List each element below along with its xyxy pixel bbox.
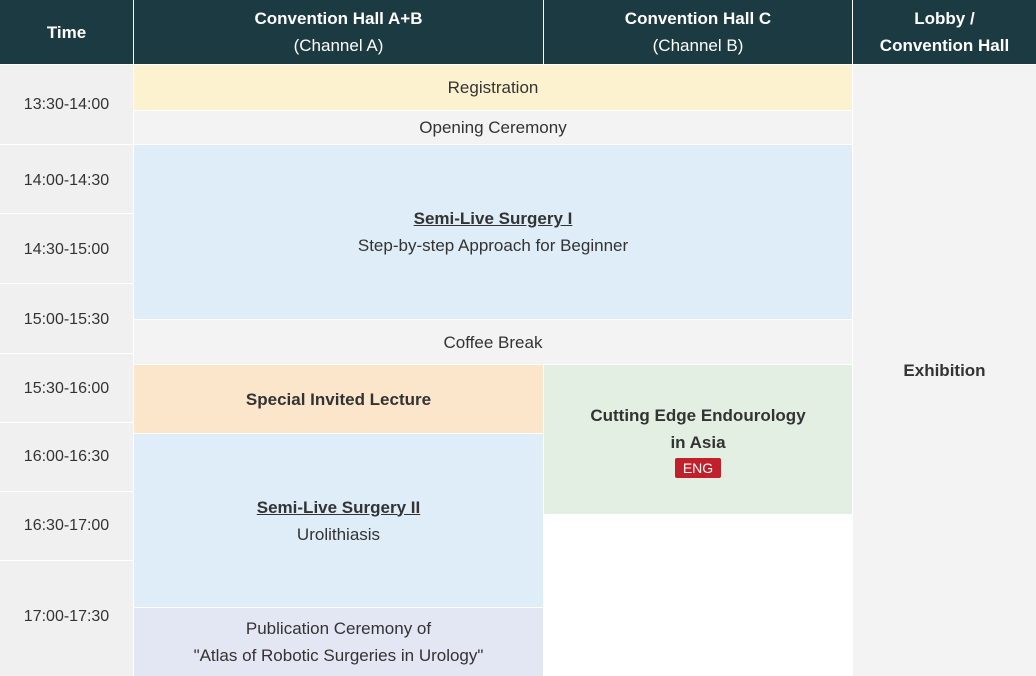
- event-cutting-edge-line2: in Asia: [670, 432, 726, 452]
- event-coffee-break: [134, 320, 852, 364]
- event-registration-label: Registration: [447, 78, 539, 97]
- time-slot: [0, 65, 133, 144]
- time-slot: [0, 354, 133, 422]
- event-semi-live-surgery-2: [134, 434, 543, 607]
- event-opening-label: Opening Ceremony: [419, 118, 567, 137]
- header-hall-c: [544, 0, 852, 64]
- time-slot: [0, 214, 133, 283]
- header-hall-c-channel: (Channel B): [652, 36, 744, 55]
- time-slot-label: 16:00-16:30: [23, 448, 110, 465]
- event-cutting-edge-line1: Cutting Edge Endourology: [590, 405, 806, 425]
- event-publication-line2: "Atlas of Robotic Surgeries in Urology": [193, 646, 484, 665]
- header-time-label: Time: [46, 22, 87, 42]
- event-exhibition-label: Exhibition: [903, 361, 986, 380]
- event-publication-ceremony: [134, 608, 543, 676]
- time-slot-label: 14:30-15:00: [23, 241, 110, 258]
- event-opening-ceremony: [134, 111, 852, 144]
- header-lobby: [853, 0, 1036, 64]
- time-slot: [0, 423, 133, 491]
- event-coffee-label: Coffee Break: [443, 332, 543, 352]
- header-lobby-line1: Lobby /: [914, 9, 975, 28]
- header-lobby-line2: Convention Hall: [879, 36, 1010, 55]
- header-hall-ab: [134, 0, 543, 64]
- event-special-lecture-label: Special Invited Lecture: [245, 389, 432, 409]
- event-exhibition: [853, 65, 1036, 676]
- time-slot: [0, 145, 133, 213]
- header-hall-ab-name: Convention Hall A+B: [254, 9, 423, 28]
- time-slot: [0, 492, 133, 560]
- event-semi-live-2-subtitle: Urolithiasis: [296, 524, 381, 544]
- event-registration: [134, 65, 852, 110]
- time-slot-label: 16:30-17:00: [23, 517, 110, 534]
- time-slot-label: 17:00-17:30: [23, 608, 110, 625]
- event-special-invited-lecture: [134, 365, 543, 433]
- language-badge: ENG: [675, 458, 721, 478]
- event-semi-live-1-title: Semi-Live Surgery I: [413, 209, 573, 228]
- event-cutting-edge-endourology: [544, 365, 852, 514]
- empty-slot: [544, 515, 852, 676]
- header-hall-ab-channel: (Channel A): [293, 36, 384, 55]
- event-semi-live-2-title: Semi-Live Surgery II: [256, 497, 421, 517]
- event-publication-line1: Publication Ceremony of: [245, 619, 432, 638]
- event-semi-live-surgery-1: [134, 145, 852, 319]
- event-semi-live-1-subtitle: Step-by-step Approach for Beginner: [357, 236, 629, 255]
- time-slot-label: 13:30-14:00: [23, 95, 110, 113]
- time-slot-label: 14:00-14:30: [23, 172, 110, 189]
- header-time: [0, 0, 133, 64]
- time-slot-label: 15:30-16:00: [23, 380, 110, 397]
- header-hall-c-name: Convention Hall C: [624, 9, 772, 28]
- time-slot: [0, 561, 133, 676]
- time-slot: [0, 284, 133, 353]
- time-slot-label: 15:00-15:30: [23, 311, 110, 328]
